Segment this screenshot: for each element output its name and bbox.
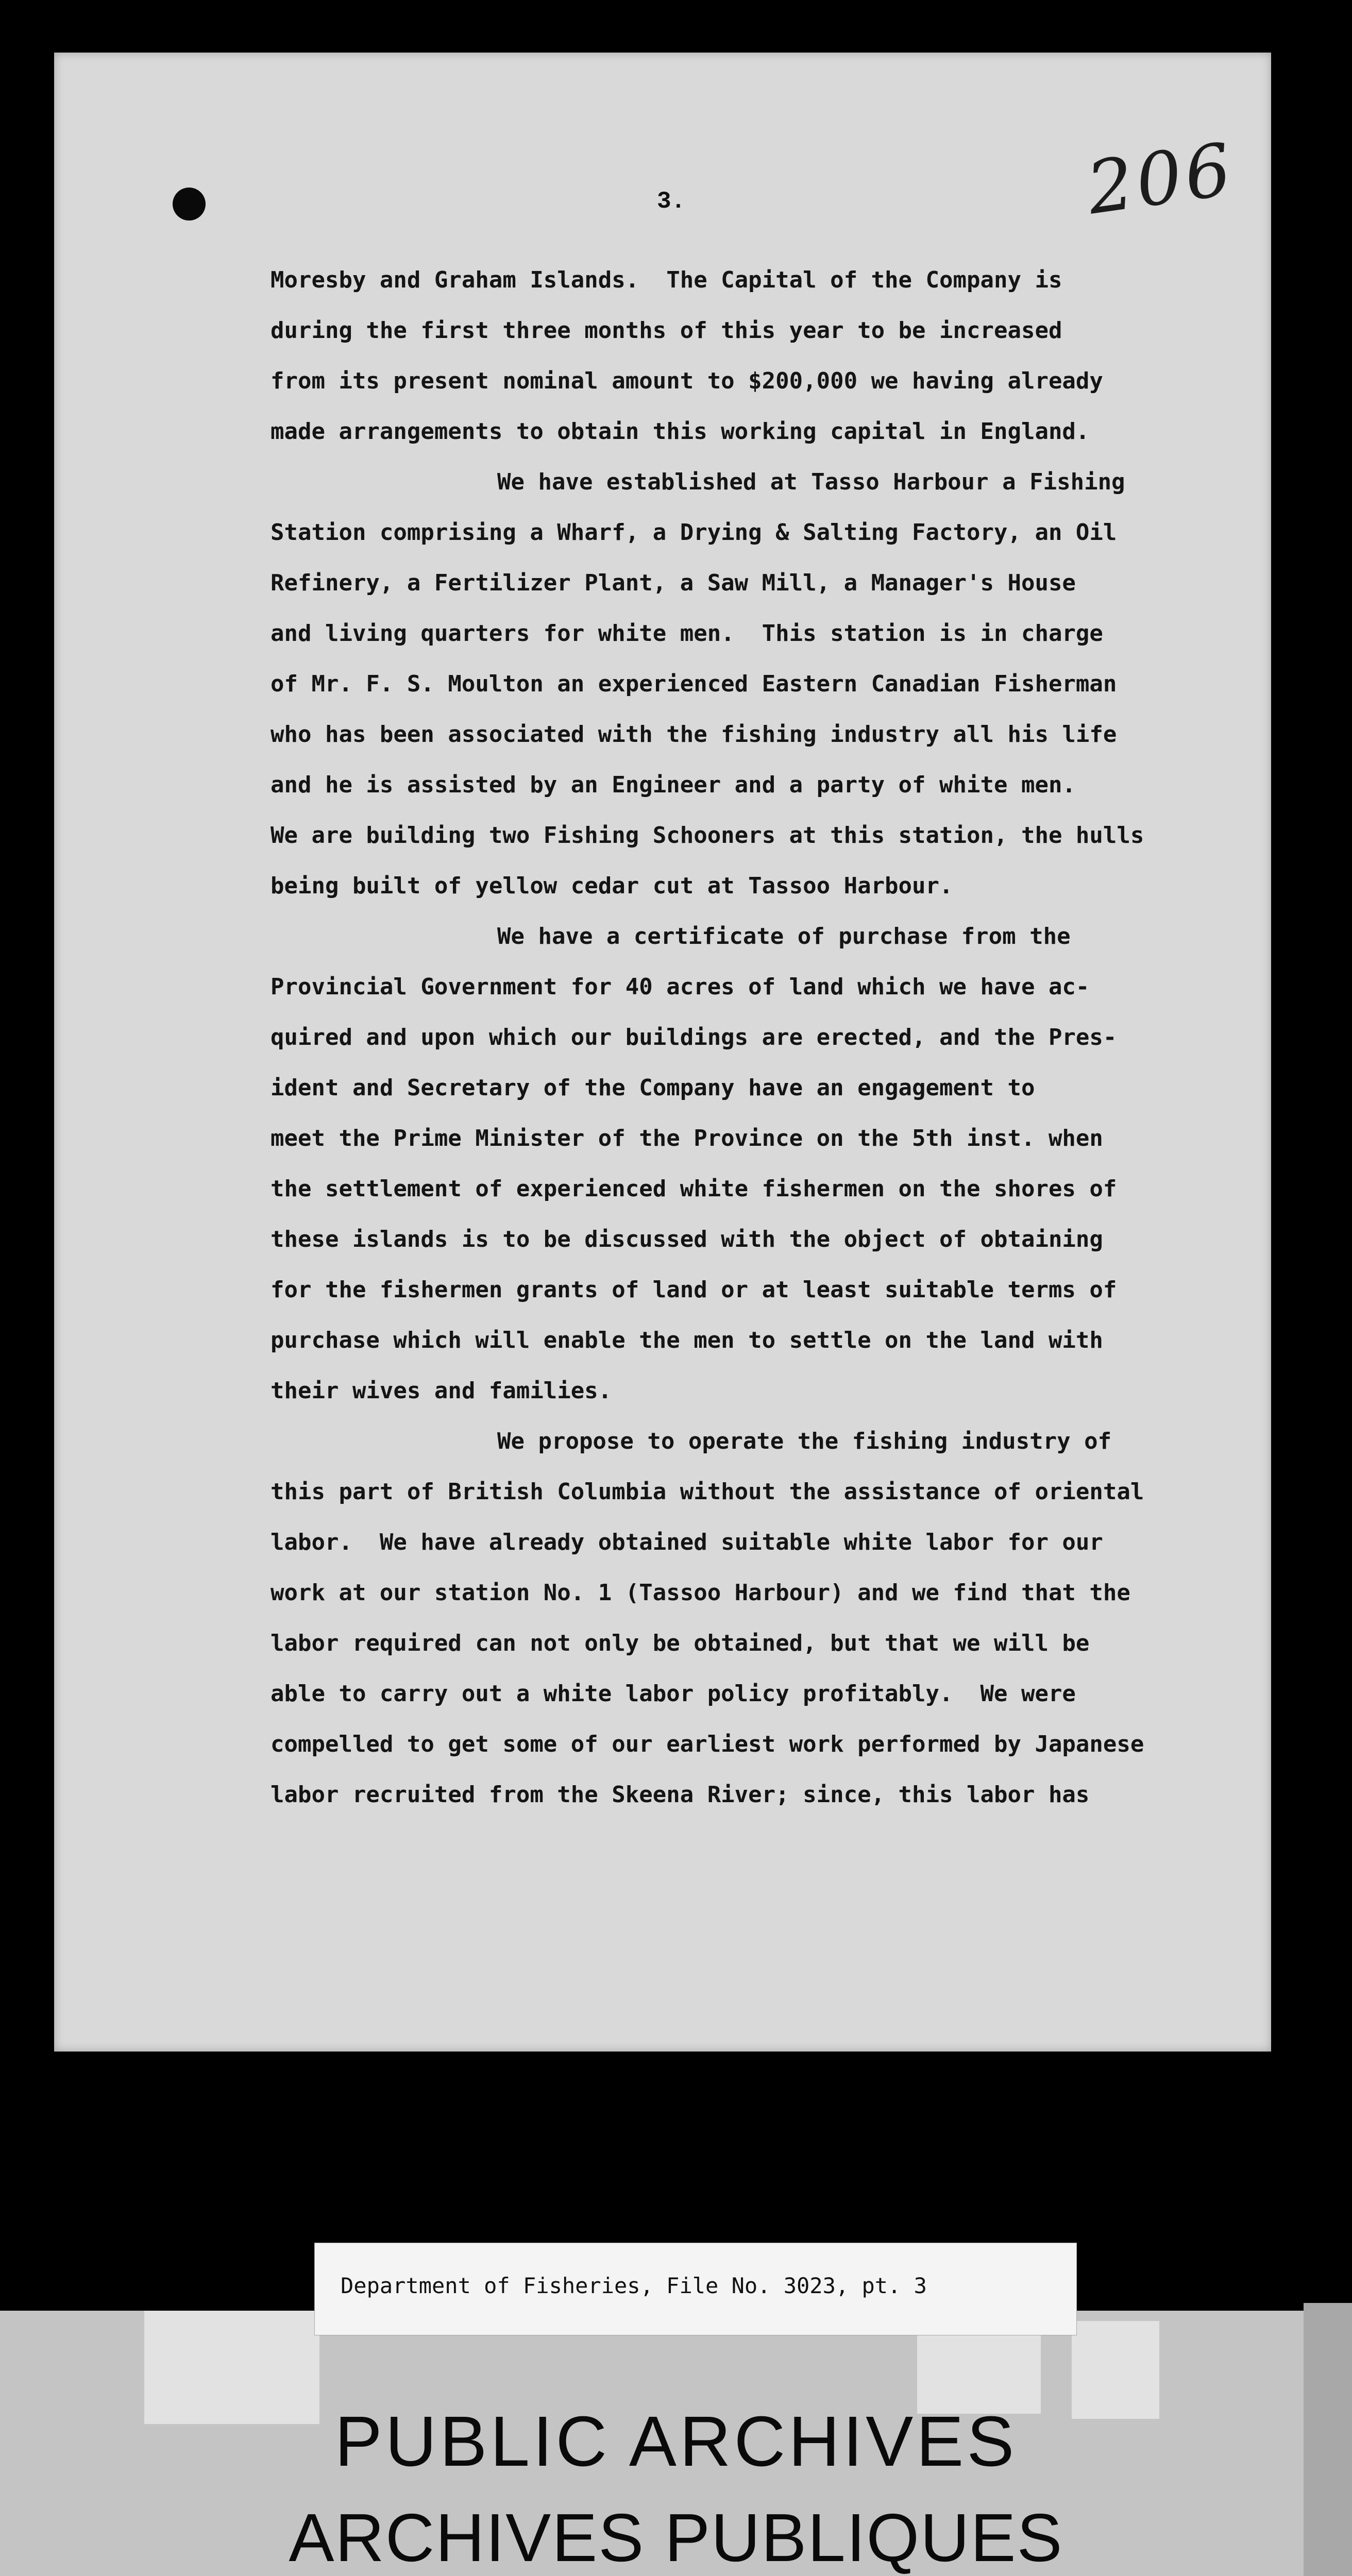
text-line: this part of British Columbia without the assistance of oriental [271,1479,1144,1505]
letter-body [271,255,1280,1820]
file-reference-label [314,2243,1077,2335]
text-line: their wives and families. [271,1378,612,1404]
text-line: being built of yellow cedar cut at Tassoo Harbour. [271,873,953,899]
text-line: We have established at Tasso Harbour a Fishing [497,469,1125,495]
text-line: We are building two Fishing Schooners at this station, the hulls [271,822,1144,849]
text-line: Provincial Government for 40 acres of land which we have ac- [271,974,1090,1000]
text-line: compelled to get some of our earliest work performed by Japanese [271,1731,1144,1757]
text-line: quired and upon which our buildings are erected, and the Pres- [271,1024,1117,1050]
text-line: for the fishermen grants of land or at least suitable terms of [271,1277,1117,1303]
text-line: from its present nominal amount to $200,000 we having already [271,368,1103,394]
text-line: Moresby and Graham Islands. The Capital of the Company is [271,267,1062,293]
handwritten-page-number: 206 [1082,127,1240,231]
text-line: Refinery, a Fertilizer Plant, a Saw Mill, a Manager's House [271,570,1076,596]
text-line: labor required can not only be obtained, but that we will be [271,1630,1090,1656]
text-line: who has been associated with the fishing industry all his life [271,721,1117,748]
text-line: ident and Secretary of the Company have an engagement to [271,1075,1035,1101]
text-line: made arrangements to obtain this working capital in England. [271,418,1090,445]
text-line: and living quarters for white men. This station is in charge [271,620,1103,647]
text-line: We have a certificate of purchase from the [497,923,1071,950]
archive-title-english: PUBLIC ARCHIVES [334,2402,1018,2481]
text-line: of Mr. F. S. Moulton an experienced Eastern Canadian Fisherman [271,671,1117,697]
text-line: during the first three months of this year to be increased [271,317,1062,344]
text-line: and he is assisted by an Engineer and a party of white men. [271,772,1076,798]
text-line: these islands is to be discussed with the object of obtaining [271,1226,1103,1252]
text-line: able to carry out a white labor policy profitably. We were [271,1681,1076,1707]
text-line: meet the Prime Minister of the Province on the 5th inst. when [271,1125,1103,1151]
punch-hole [173,188,206,221]
typed-page-number: 3. [657,188,686,215]
text-line: the settlement of experienced white fishermen on the shores of [271,1176,1117,1202]
text-line: purchase which will enable the men to settle on the land with [271,1327,1103,1353]
archive-title-french: ARCHIVES PUBLIQUES [289,2500,1063,2575]
text-line: work at our station No. 1 (Tassoo Harbour) and we find that the [271,1580,1130,1606]
text-line: labor. We have already obtained suitable white labor for our [271,1529,1103,1555]
text-line: labor recruited from the Skeena River; since, this labor has [271,1782,1090,1808]
text-line: Station comprising a Wharf, a Drying & Salting Factory, an Oil [271,519,1117,546]
file-reference-text: Department of Fisheries, File No. 3023, pt. 3 [341,2273,927,2298]
text-line: We propose to operate the fishing industry of [497,1428,1112,1454]
